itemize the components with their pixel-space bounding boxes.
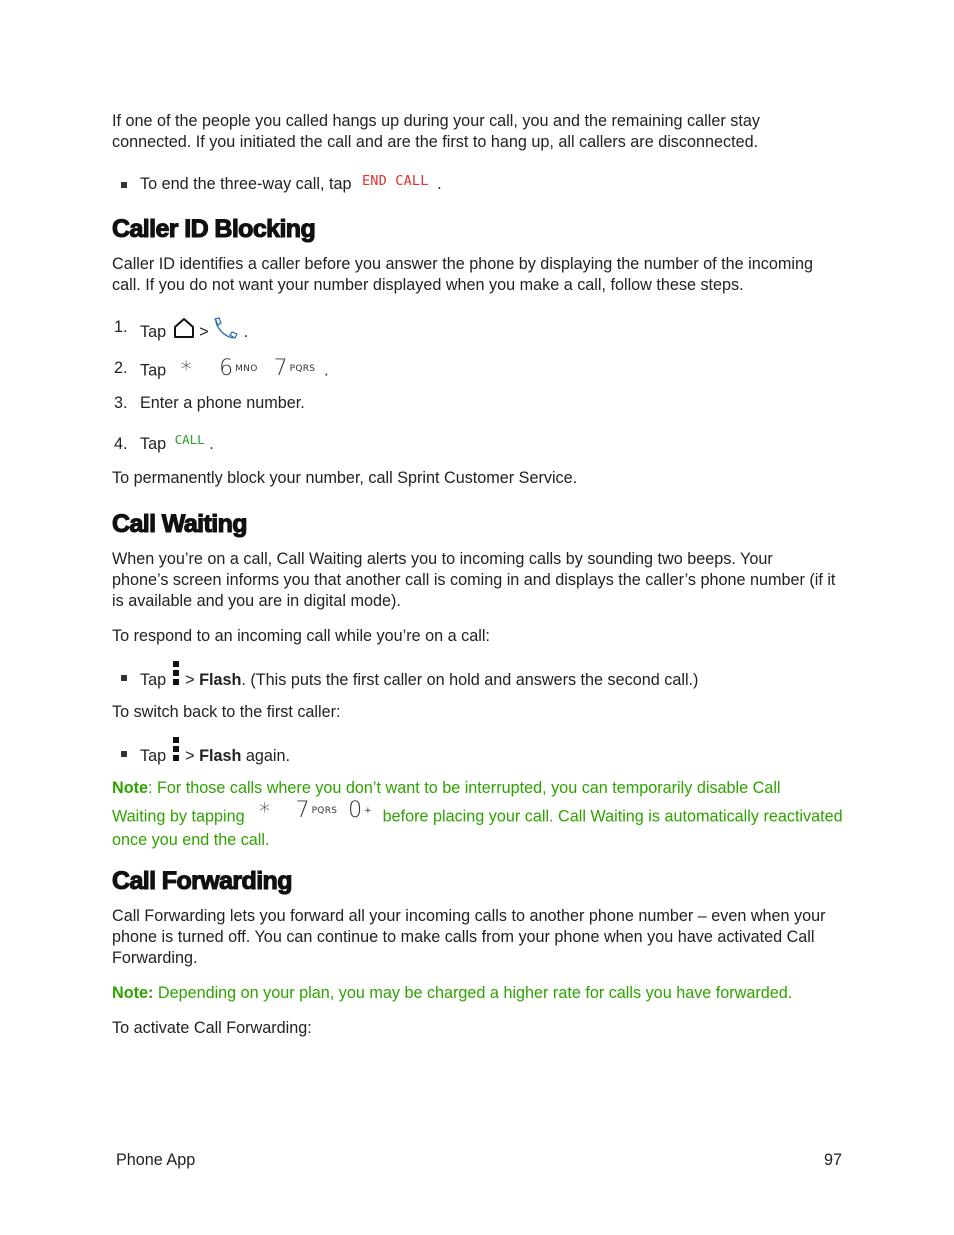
intro-line: If one of the people you called hangs up during your call, you and the remaining caller stay: [112, 112, 760, 130]
call-forwarding-note: [112, 983, 847, 1004]
step-2: [140, 358, 329, 384]
end-call-instruction: [140, 174, 442, 196]
instruction-rest: . (This puts the first caller on hold and answers the second call.): [241, 671, 699, 689]
step-end: .: [209, 435, 214, 453]
paragraph-line: Caller ID identifies a caller before you answer the phone by displaying the number of the incoming: [112, 255, 813, 273]
menu-more-icon[interactable]: [173, 743, 179, 765]
step-text: Tap: [140, 323, 167, 341]
bullet-marker: [121, 675, 127, 681]
seven-key[interactable]: 7 $^{PQRS}$: [295, 798, 338, 823]
star-key[interactable]: *: [180, 358, 192, 383]
note-label: Note:: [112, 984, 154, 1002]
note-label: Note: [112, 779, 148, 797]
bullet-marker: [121, 182, 127, 188]
step-text: Tap: [140, 361, 167, 380]
home-icon[interactable]: [173, 317, 195, 345]
instruction-end: .: [437, 175, 442, 193]
paragraph-line: call. If you do not want your number displayed when you make a call, follow these steps.: [112, 276, 744, 294]
note-text: Waiting by tapping: [112, 807, 245, 826]
seven-key[interactable]: 7 $^{PQRS}$: [273, 356, 316, 381]
note-text: : For those calls where you don’t want to be interrupted, you can temporarily disable Call: [147, 779, 781, 797]
note-text: before placing your call. Call Waiting is automatically reactivated: [382, 807, 843, 826]
caller-id-closing: To permanently block your number, call Sprint Customer Service.: [112, 469, 578, 487]
end-call-button[interactable]: END CALL: [361, 173, 429, 189]
step-number: 2.: [114, 359, 128, 377]
section-heading-call-waiting: Call Waiting: [112, 510, 247, 538]
paragraph-line: phone is turned off. You can continue to make calls from your phone when you have activated Call: [112, 928, 815, 946]
footer-section: Phone App: [116, 1151, 196, 1169]
flash-option: Flash: [199, 671, 242, 689]
intro-line: connected. If you initiated the call and are the first to hang up, all callers are disconnected.: [112, 133, 759, 151]
star-key[interactable]: *: [259, 800, 271, 825]
note-line: [112, 778, 847, 799]
step-end: .: [243, 323, 249, 341]
step-end: .: [324, 361, 329, 380]
separator: >: [185, 671, 195, 689]
step-number: 3.: [114, 394, 128, 412]
separator: >: [199, 323, 209, 341]
zero-key[interactable]: 0 +: [348, 798, 372, 823]
section-heading-call-forwarding: Call Forwarding: [112, 867, 292, 895]
instruction-text: Tap: [140, 747, 167, 765]
call-waiting-note: [112, 778, 847, 851]
six-key[interactable]: 6 $^{MNO}$: [219, 356, 258, 381]
separator: >: [185, 747, 195, 765]
call-forwarding-paragraph: [112, 906, 847, 969]
paragraph-line: Forwarding.: [112, 949, 198, 967]
activate-text: To activate Call Forwarding:: [112, 1019, 312, 1037]
call-waiting-paragraph: [112, 549, 847, 612]
step-number: 1.: [114, 318, 128, 336]
phone-icon[interactable]: [213, 317, 239, 347]
paragraph-line: When you’re on a call, Call Waiting alerts you to incoming calls by sounding two beeps. Your: [112, 550, 773, 568]
note-line: [112, 798, 847, 830]
respond-text: To respond to an incoming call while you’re on a call:: [112, 627, 490, 645]
step-number: 4.: [114, 435, 128, 453]
call-button[interactable]: CALL: [174, 432, 205, 447]
paragraph-line: phone’s screen informs you that another call is coming in and displays the caller’s phone number (if it: [112, 571, 836, 589]
paragraph-line: Call Forwarding lets you forward all your incoming calls to another phone number – even when your: [112, 907, 826, 925]
instruction-text: Tap: [140, 671, 167, 689]
switch-text: To switch back to the first caller:: [112, 703, 341, 721]
paragraph-line: is available and you are in digital mode).: [112, 592, 401, 610]
flash-instruction: [140, 667, 698, 691]
note-text: Depending on your plan, you may be charged a higher rate for calls you have forwarded.: [153, 984, 793, 1002]
step-4: [140, 434, 214, 455]
step-text: Tap: [140, 435, 167, 453]
caller-id-paragraph: [112, 254, 847, 296]
section-heading-caller-id: Caller ID Blocking: [112, 215, 316, 243]
intro-paragraph: [112, 111, 847, 153]
bullet-marker: [121, 751, 127, 757]
menu-more-icon[interactable]: [173, 667, 179, 689]
flash-again-instruction: [140, 743, 290, 767]
instruction-text: To end the three-way call, tap: [140, 175, 352, 193]
step-3: Enter a phone number.: [140, 394, 305, 412]
step-1: [140, 317, 248, 347]
page-number: 97: [823, 1151, 842, 1169]
flash-option: Flash: [199, 747, 242, 765]
instruction-rest: again.: [241, 747, 290, 765]
note-line: once you end the call.: [112, 831, 270, 849]
